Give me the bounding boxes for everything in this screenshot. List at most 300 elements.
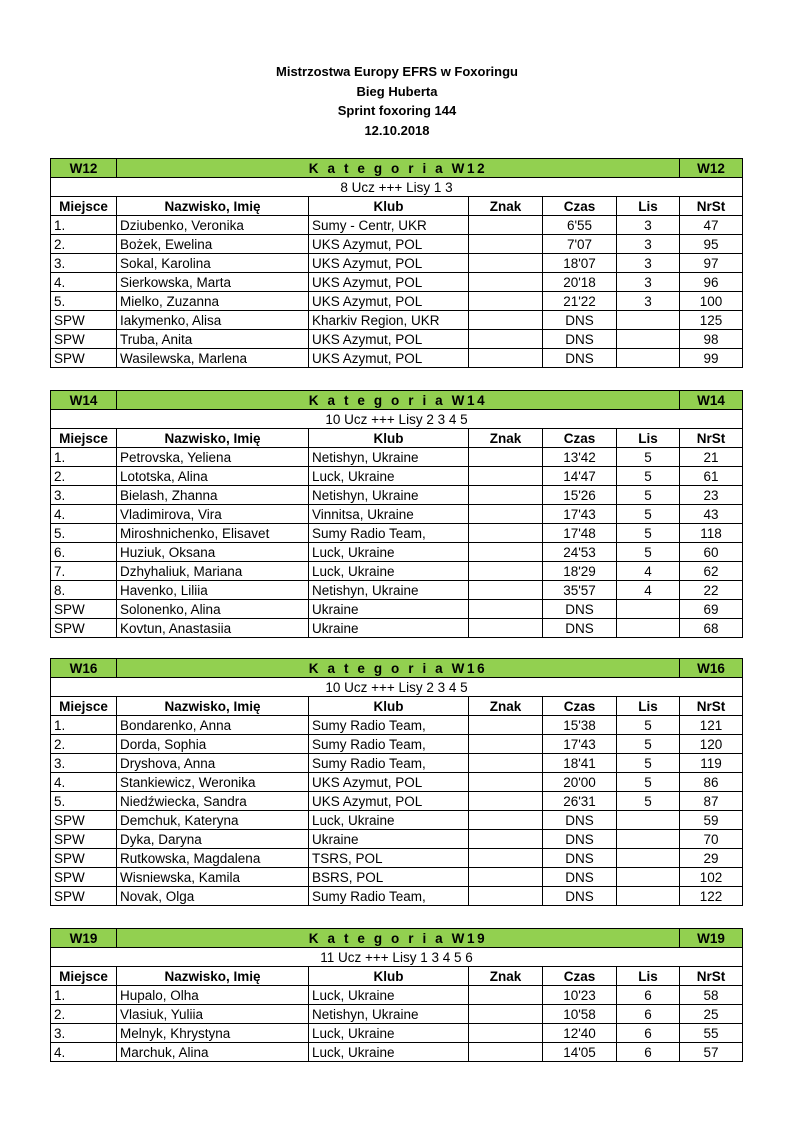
sign-cell [469,1043,543,1062]
fox-count-cell: 5 [617,486,680,505]
column-header: Lis [617,197,680,216]
start-number-cell: 22 [680,581,743,600]
column-header: Czas [543,429,617,448]
column-header: Czas [543,967,617,986]
start-number-cell: 97 [680,254,743,273]
category-header [51,391,743,410]
name-cell: Hupalo, Olha [117,986,309,1005]
sign-cell [469,849,543,868]
category-table-w19 [50,928,743,1062]
club-cell: Luck, Ukraine [309,1043,469,1062]
table-row [51,849,743,868]
club-cell: Ukraine [309,830,469,849]
place-cell: 2. [51,735,117,754]
place-cell: 3. [51,486,117,505]
club-cell: Netishyn, Ukraine [309,1005,469,1024]
club-cell: Sumy Radio Team, [309,735,469,754]
club-cell: Sumy Radio Team, [309,716,469,735]
table-row [51,868,743,887]
start-number-cell: 96 [680,273,743,292]
column-header: NrSt [680,697,743,716]
place-cell: SPW [51,600,117,619]
fox-count-cell [617,619,680,638]
name-cell: Melnyk, Khrystyna [117,1024,309,1043]
category-info: 10 Ucz +++ Lisy 2 3 4 5 [51,410,743,429]
sign-cell [469,887,543,906]
fox-count-cell [617,830,680,849]
event-title: Mistrzostwa Europy EFRS w Foxoringu [276,64,518,79]
sign-cell [469,716,543,735]
time-cell: 12'40 [543,1024,617,1043]
club-cell: Netishyn, Ukraine [309,486,469,505]
start-number-cell: 98 [680,330,743,349]
time-cell: 20'00 [543,773,617,792]
time-cell: 13'42 [543,448,617,467]
club-cell: UKS Azymut, POL [309,773,469,792]
sign-cell [469,619,543,638]
fox-count-cell [617,868,680,887]
fox-count-cell: 5 [617,754,680,773]
sign-cell [469,505,543,524]
club-cell: UKS Azymut, POL [309,792,469,811]
place-cell: 1. [51,216,117,235]
column-header-row [51,197,743,216]
table-row [51,600,743,619]
column-header-row [51,697,743,716]
name-cell: Bielash, Zhanna [117,486,309,505]
category-code-right: W19 [680,929,743,948]
time-cell: 7'07 [543,235,617,254]
document-header [0,62,794,140]
category-table-w12 [50,158,743,368]
name-cell: Dziubenko, Veronika [117,216,309,235]
sign-cell [469,524,543,543]
name-cell: Niedźwiecka, Sandra [117,792,309,811]
place-cell: 5. [51,524,117,543]
place-cell: 3. [51,254,117,273]
category-info-row [51,178,743,197]
place-cell: 3. [51,754,117,773]
name-cell: Vladimirova, Vira [117,505,309,524]
start-number-cell: 25 [680,1005,743,1024]
start-number-cell: 118 [680,524,743,543]
table-row [51,524,743,543]
place-cell: 4. [51,505,117,524]
start-number-cell: 62 [680,562,743,581]
category-header [51,659,743,678]
column-header: Czas [543,197,617,216]
name-cell: Bondarenko, Anna [117,716,309,735]
time-cell: DNS [543,868,617,887]
club-cell: Ukraine [309,619,469,638]
category-info: 10 Ucz +++ Lisy 2 3 4 5 [51,678,743,697]
sign-cell [469,581,543,600]
sign-cell [469,1005,543,1024]
name-cell: Rutkowska, Magdalena [117,849,309,868]
sign-cell [469,216,543,235]
sign-cell [469,830,543,849]
table-row [51,1024,743,1043]
start-number-cell: 95 [680,235,743,254]
column-header: Klub [309,429,469,448]
sign-cell [469,235,543,254]
column-header: Znak [469,197,543,216]
time-cell: 17'43 [543,505,617,524]
sign-cell [469,543,543,562]
time-cell: 17'48 [543,524,617,543]
start-number-cell: 119 [680,754,743,773]
name-cell: Sierkowska, Marta [117,273,309,292]
fox-count-cell [617,887,680,906]
race-name: Sprint foxoring 144 [337,103,457,118]
time-cell: 10'23 [543,986,617,1005]
start-number-cell: 86 [680,773,743,792]
place-cell: SPW [51,311,117,330]
sign-cell [469,792,543,811]
name-cell: Stankiewicz, Weronika [117,773,309,792]
name-cell: Lototska, Alina [117,467,309,486]
sign-cell [469,292,543,311]
place-cell: 1. [51,448,117,467]
name-cell: Huziuk, Oksana [117,543,309,562]
sign-cell [469,273,543,292]
column-header: NrSt [680,967,743,986]
place-cell: 8. [51,581,117,600]
club-cell: UKS Azymut, POL [309,292,469,311]
category-header [51,929,743,948]
place-cell: 1. [51,986,117,1005]
name-cell: Novak, Olga [117,887,309,906]
table-row [51,254,743,273]
category-code-right: W16 [680,659,743,678]
sign-cell [469,600,543,619]
start-number-cell: 55 [680,1024,743,1043]
fox-count-cell: 5 [617,448,680,467]
table-row [51,830,743,849]
place-cell: SPW [51,849,117,868]
time-cell: 15'38 [543,716,617,735]
column-header: Miejsce [51,429,117,448]
place-cell: SPW [51,811,117,830]
sign-cell [469,868,543,887]
column-header: Miejsce [51,197,117,216]
start-number-cell: 43 [680,505,743,524]
time-cell: 20'18 [543,273,617,292]
column-header: NrSt [680,429,743,448]
category-code-left: W12 [51,159,117,178]
club-cell: Netishyn, Ukraine [309,581,469,600]
start-number-cell: 121 [680,716,743,735]
place-cell: 2. [51,1005,117,1024]
club-cell: Sumy - Centr, UKR [309,216,469,235]
table-row [51,330,743,349]
place-cell: SPW [51,830,117,849]
place-cell: 5. [51,792,117,811]
fox-count-cell: 4 [617,562,680,581]
fox-count-cell [617,311,680,330]
column-header: Znak [469,697,543,716]
column-header-row [51,429,743,448]
sign-cell [469,311,543,330]
table-row [51,986,743,1005]
column-header-row [51,967,743,986]
name-cell: Havenko, Liliia [117,581,309,600]
start-number-cell: 100 [680,292,743,311]
name-cell: Mielko, Zuzanna [117,292,309,311]
table-row [51,887,743,906]
fox-count-cell: 5 [617,735,680,754]
name-cell: Truba, Anita [117,330,309,349]
category-table-w14 [50,390,743,638]
club-cell: UKS Azymut, POL [309,273,469,292]
start-number-cell: 23 [680,486,743,505]
table-row [51,581,743,600]
place-cell: SPW [51,887,117,906]
fox-count-cell: 3 [617,235,680,254]
place-cell: SPW [51,330,117,349]
table-row [51,216,743,235]
category-table-w16 [50,658,743,906]
table-row [51,773,743,792]
club-cell: Ukraine [309,600,469,619]
time-cell: 15'26 [543,486,617,505]
column-header: Klub [309,697,469,716]
club-cell: UKS Azymut, POL [309,330,469,349]
fox-count-cell [617,349,680,368]
fox-count-cell: 5 [617,524,680,543]
table-row [51,1043,743,1062]
club-cell: Luck, Ukraine [309,562,469,581]
start-number-cell: 120 [680,735,743,754]
name-cell: Dzhyhaliuk, Mariana [117,562,309,581]
name-cell: Dyka, Daryna [117,830,309,849]
start-number-cell: 59 [680,811,743,830]
category-header [51,159,743,178]
start-number-cell: 122 [680,887,743,906]
column-header: Nazwisko, Imię [117,197,309,216]
column-header: Nazwisko, Imię [117,967,309,986]
time-cell: 17'43 [543,735,617,754]
fox-count-cell: 5 [617,467,680,486]
club-cell: Luck, Ukraine [309,1024,469,1043]
club-cell: UKS Azymut, POL [309,349,469,368]
sign-cell [469,349,543,368]
category-title: K a t e g o r i a W12 [117,159,680,178]
fox-count-cell: 3 [617,292,680,311]
category-code-right: W14 [680,391,743,410]
name-cell: Sokal, Karolina [117,254,309,273]
club-cell: UKS Azymut, POL [309,235,469,254]
start-number-cell: 60 [680,543,743,562]
column-header: Znak [469,429,543,448]
place-cell: 6. [51,543,117,562]
category-info: 8 Ucz +++ Lisy 1 3 [51,178,743,197]
name-cell: Dorda, Sophia [117,735,309,754]
name-cell: Solonenko, Alina [117,600,309,619]
column-header: Czas [543,697,617,716]
time-cell: DNS [543,849,617,868]
sign-cell [469,1024,543,1043]
place-cell: SPW [51,868,117,887]
table-row [51,292,743,311]
place-cell: 2. [51,235,117,254]
club-cell: Luck, Ukraine [309,543,469,562]
club-cell: Netishyn, Ukraine [309,448,469,467]
table-row [51,235,743,254]
fox-count-cell [617,600,680,619]
fox-count-cell: 5 [617,773,680,792]
time-cell: 14'05 [543,1043,617,1062]
time-cell: 24'53 [543,543,617,562]
club-cell: Vinnitsa, Ukraine [309,505,469,524]
name-cell: Petrovska, Yeliena [117,448,309,467]
fox-count-cell: 3 [617,216,680,235]
column-header: Miejsce [51,697,117,716]
start-number-cell: 69 [680,600,743,619]
fox-count-cell: 5 [617,792,680,811]
club-cell: Luck, Ukraine [309,467,469,486]
name-cell: Dryshova, Anna [117,754,309,773]
name-cell: Marchuk, Alina [117,1043,309,1062]
time-cell: 26'31 [543,792,617,811]
time-cell: DNS [543,887,617,906]
name-cell: Bożek, Ewelina [117,235,309,254]
table-row [51,273,743,292]
sign-cell [469,754,543,773]
category-info: 11 Ucz +++ Lisy 1 3 4 5 6 [51,948,743,967]
table-row [51,448,743,467]
fox-count-cell: 4 [617,581,680,600]
sign-cell [469,467,543,486]
fox-count-cell: 3 [617,254,680,273]
column-header: Nazwisko, Imię [117,697,309,716]
time-cell: DNS [543,349,617,368]
fox-count-cell [617,330,680,349]
fox-count-cell: 6 [617,986,680,1005]
time-cell: DNS [543,811,617,830]
place-cell: 5. [51,292,117,311]
fox-count-cell [617,849,680,868]
time-cell: 18'41 [543,754,617,773]
time-cell: DNS [543,619,617,638]
place-cell: 2. [51,467,117,486]
table-row [51,562,743,581]
start-number-cell: 99 [680,349,743,368]
sign-cell [469,562,543,581]
start-number-cell: 102 [680,868,743,887]
table-row [51,716,743,735]
fox-count-cell [617,811,680,830]
start-number-cell: 61 [680,467,743,486]
sign-cell [469,254,543,273]
place-cell: 4. [51,773,117,792]
club-cell: Luck, Ukraine [309,811,469,830]
place-cell: SPW [51,619,117,638]
category-title: K a t e g o r i a W14 [117,391,680,410]
start-number-cell: 47 [680,216,743,235]
start-number-cell: 68 [680,619,743,638]
category-code-left: W19 [51,929,117,948]
table-row [51,619,743,638]
column-header: Miejsce [51,967,117,986]
table-row [51,467,743,486]
sign-cell [469,986,543,1005]
table-row [51,349,743,368]
club-cell: Sumy Radio Team, [309,754,469,773]
sign-cell [469,330,543,349]
table-row [51,811,743,830]
club-cell: BSRS, POL [309,868,469,887]
place-cell: 1. [51,716,117,735]
table-row [51,792,743,811]
time-cell: DNS [543,830,617,849]
start-number-cell: 29 [680,849,743,868]
name-cell: Kovtun, Anastasiia [117,619,309,638]
club-cell: Sumy Radio Team, [309,524,469,543]
name-cell: Vlasiuk, Yuliia [117,1005,309,1024]
column-header: Klub [309,967,469,986]
club-cell: Sumy Radio Team, [309,887,469,906]
time-cell: 6'55 [543,216,617,235]
category-info-row [51,948,743,967]
fox-count-cell: 5 [617,505,680,524]
club-cell: TSRS, POL [309,849,469,868]
time-cell: 21'22 [543,292,617,311]
sign-cell [469,811,543,830]
place-cell: SPW [51,349,117,368]
category-title: K a t e g o r i a W19 [117,929,680,948]
time-cell: 18'29 [543,562,617,581]
column-header: Klub [309,197,469,216]
column-header: Znak [469,967,543,986]
place-cell: 4. [51,1043,117,1062]
table-row [51,754,743,773]
sign-cell [469,773,543,792]
time-cell: 10'58 [543,1005,617,1024]
club-cell: Luck, Ukraine [309,986,469,1005]
time-cell: DNS [543,311,617,330]
start-number-cell: 70 [680,830,743,849]
time-cell: 35'57 [543,581,617,600]
name-cell: Wisniewska, Kamila [117,868,309,887]
sign-cell [469,735,543,754]
event-subtitle: Bieg Huberta [356,83,438,99]
category-info-row [51,410,743,429]
fox-count-cell: 3 [617,273,680,292]
place-cell: 7. [51,562,117,581]
table-row [51,311,743,330]
table-row [51,1005,743,1024]
sign-cell [469,486,543,505]
column-header: Nazwisko, Imię [117,429,309,448]
column-header: NrSt [680,197,743,216]
time-cell: 18'07 [543,254,617,273]
fox-count-cell: 5 [617,716,680,735]
place-cell: 4. [51,273,117,292]
sign-cell [469,448,543,467]
time-cell: DNS [543,600,617,619]
race-date: 12.10.2018 [364,122,430,138]
fox-count-cell: 6 [617,1005,680,1024]
time-cell: DNS [543,330,617,349]
name-cell: Miroshnichenko, Elisavet [117,524,309,543]
name-cell: Iakymenko, Alisa [117,311,309,330]
column-header: Lis [617,967,680,986]
place-cell: 3. [51,1024,117,1043]
table-row [51,486,743,505]
category-title: K a t e g o r i a W16 [117,659,680,678]
start-number-cell: 87 [680,792,743,811]
